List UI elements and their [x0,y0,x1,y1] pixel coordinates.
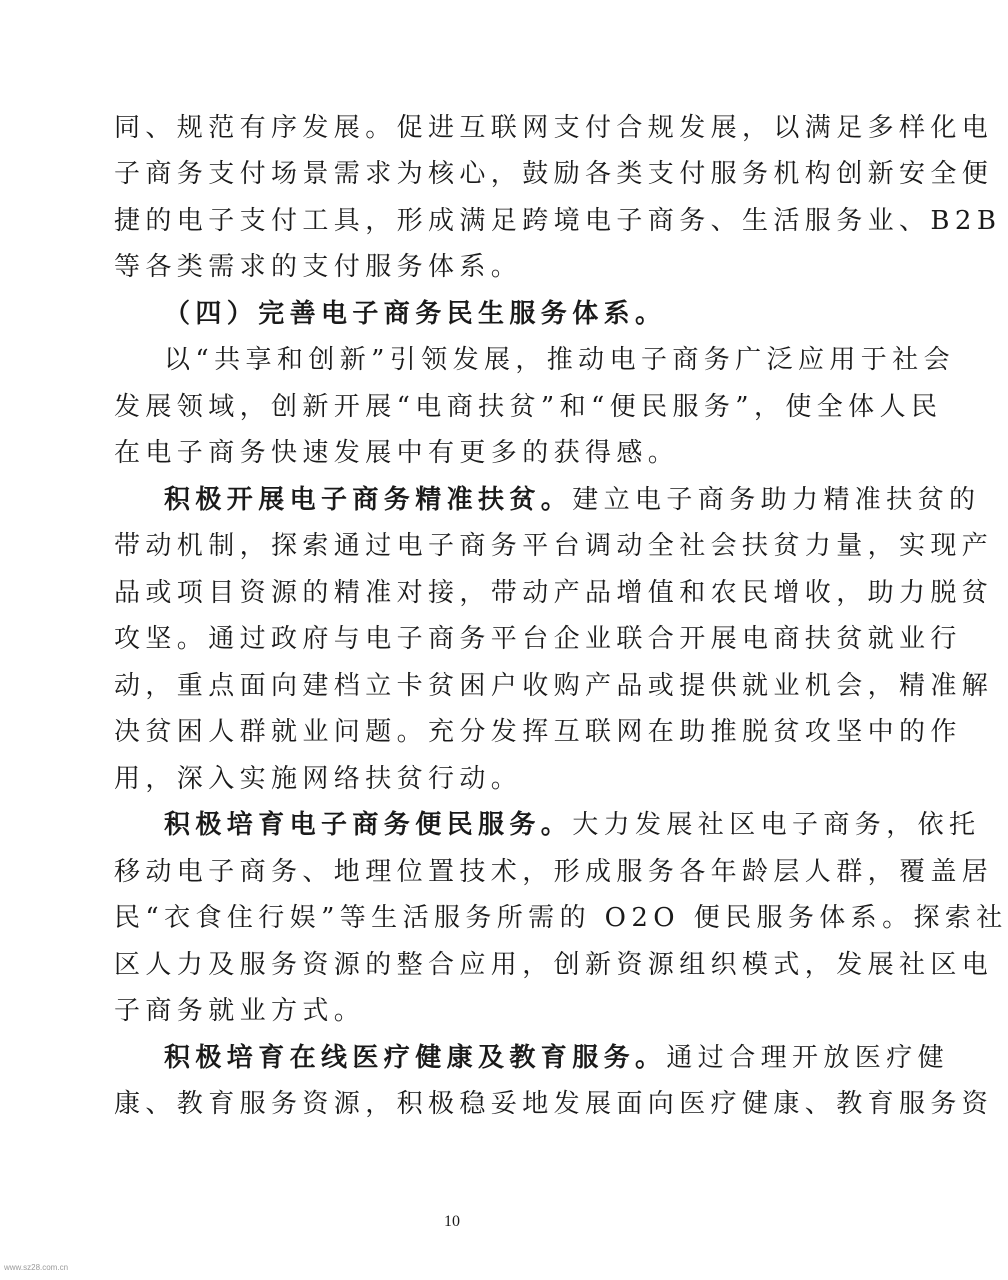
body-line [114,158,994,190]
watermark-text: www.sz28.com.cn [4,1263,69,1272]
line-text: 品或项目资源的精准对接，带动产品增值和农民增收，助力脱贫 [114,578,994,608]
body-line [114,856,994,888]
line-text: 民“衣食住行娱”等生活服务所需的 O2O 便民服务体系。探索社 [114,903,1008,933]
line-text: 建立电子商务助力精准扶贫的 [572,485,981,515]
line-text: 同、规范有序发展。促进互联网支付合规发展，以满足多样化电 [114,113,994,143]
body-line [114,1088,994,1120]
line-text: 子商务就业方式。 [114,996,366,1026]
body-line [114,577,994,609]
body-line [114,902,1008,934]
body-line [114,391,943,423]
paragraph-lead: 积极培育电子商务便民服务。 [164,810,573,840]
body-line [114,112,994,144]
page-number: 10 [444,1213,460,1230]
line-text: 康、教育服务资源，积极稳妥地发展面向医疗健康、教育服务资 [114,1089,994,1119]
body-line [114,763,804,795]
body-line [164,344,955,376]
line-text: 攻坚。通过政府与电子商务平台企业联合开展电商扶贫就业行 [114,624,962,654]
paragraph-lead: 积极开展电子商务精准扶贫。 [164,485,573,515]
body-line [114,437,804,469]
line-text: 动，重点面向建档立卡贫困户收购产品或提供就业机会，精准解 [114,671,994,701]
body-line [114,530,994,562]
line-text: 用，深入实施网络扶贫行动。 [114,764,523,794]
line-text: 区人力及服务资源的整合应用，创新资源组织模式，发展社区电 [114,950,994,980]
body-line [114,716,962,748]
section-heading [164,298,804,330]
line-text: 在电子商务快速发展中有更多的获得感。 [114,438,680,468]
line-text: 决贫困人群就业问题。充分发挥互联网在助推脱贫攻坚中的作 [114,717,962,747]
line-text: 捷的电子支付工具，形成满足跨境电子商务、生活服务业、B2B [114,206,1002,236]
body-line [114,949,994,981]
line-text: 发展领域，创新开展“电商扶贫”和“便民服务”，使全体人民 [114,392,943,422]
body-line [114,205,1002,237]
line-text: 子商务支付场景需求为核心，鼓励各类支付服务机构创新安全便 [114,159,994,189]
line-text: 通过合理开放医疗健 [666,1043,950,1073]
body-line [114,623,962,655]
body-line [114,251,804,283]
line-text: 等各类需求的支付服务体系。 [114,252,523,282]
line-text: 大力发展社区电子商务，依托 [572,810,981,840]
line-text: 移动电子商务、地理位置技术，形成服务各年龄层人群，覆盖居 [114,857,994,887]
line-text: 带动机制，探索通过电子商务平台调动全社会扶贫力量，实现产 [114,531,994,561]
body-line [164,809,981,841]
line-text: 以“共享和创新”引领发展，推动电子商务广泛应用于社会 [164,345,955,375]
body-line [114,670,994,702]
paragraph-lead: 积极培育在线医疗健康及教育服务。 [164,1043,667,1073]
body-line [164,1042,950,1074]
body-line [114,995,804,1027]
body-line [164,484,981,516]
heading-text: （四）完善电子商务民生服务体系。 [164,299,667,329]
